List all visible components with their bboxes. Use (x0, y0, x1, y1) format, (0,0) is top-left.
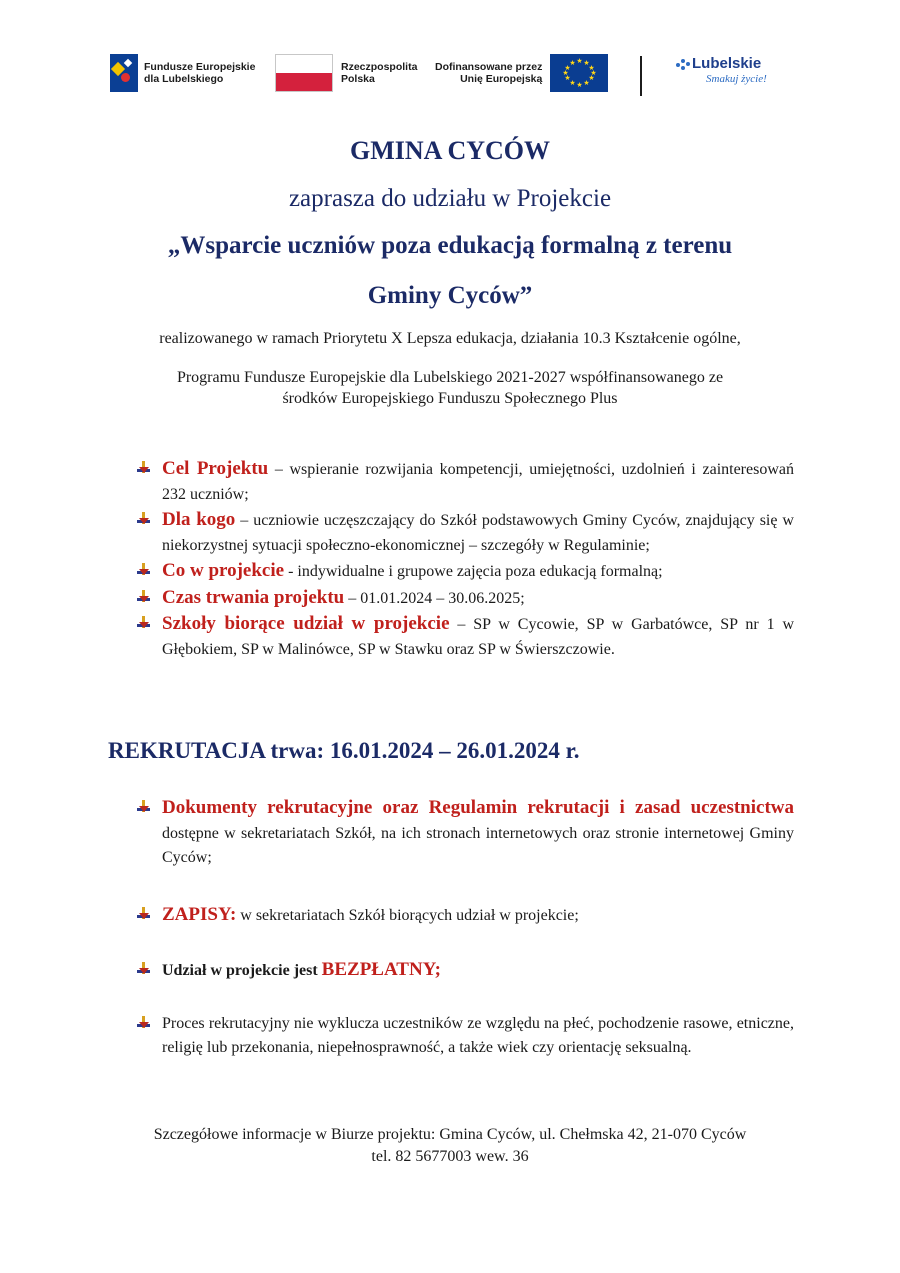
free-label: BEZPŁATNY; (321, 959, 441, 980)
rp-logo-line1: Rzeczpospolita (341, 61, 418, 73)
list-item (136, 612, 794, 662)
program-line1: Programu Fundusze Europejskie dla Lubelskiego 2021-2027 współfinansowanego ze (176, 369, 724, 386)
recruitment-heading: REKRUTACJA trwa: 16.01.2024 – 26.01.2024 r. (108, 738, 580, 763)
bullet-arrow-icon (136, 461, 150, 475)
lubelskie-logo (676, 56, 767, 86)
list-item (136, 958, 794, 984)
logo-divider (640, 56, 642, 96)
udzial-text: Udział w projekcie jest (162, 962, 322, 979)
proces-text: Proces rekrutacyjny nie wyklucza uczestników ze względu na płeć, pochodzenie rasowe, etniczne, religię lub przekonania, niepełnosprawność, a także wiek czy orientację seksualną. (162, 1014, 794, 1056)
program-line2: środków Europejskiego Funduszu Społecznego Plus (282, 390, 618, 407)
project-info-list (136, 457, 794, 663)
eu-cofinanced-logo (435, 54, 608, 92)
lubelskie-name: Lubelskie (692, 55, 762, 72)
ue-logo-line1: Dofinansowane przez (435, 61, 543, 73)
info-label: Cel Projektu (162, 458, 269, 479)
polish-flag-icon (275, 54, 333, 92)
fe-logo-line2: dla Lubelskiego (144, 73, 224, 85)
info-label: Szkoły biorące udział w projekcie (162, 613, 450, 634)
fe-emblem-icon (110, 54, 138, 92)
docs-text: dostępne w sekretariatach Szkół, na ich stronach internetowych oraz stronie internetowej Gminy Cyców; (162, 824, 794, 866)
list-item (136, 796, 794, 871)
info-text: - indywidualne i grupowe zajęcia poza edukacją formalną; (284, 563, 663, 580)
info-text: – SP w Cycowie, SP w Garbatówce, SP nr 1 w Głębokiem, SP w Malinówce, SP w Stawku oraz SP w Świerszczowie. (162, 616, 795, 658)
logo-bar (110, 50, 790, 100)
info-label: Dla kogo (162, 509, 236, 530)
fe-lubelskie-logo (110, 54, 255, 92)
bullet-arrow-icon (136, 907, 150, 921)
ue-logo-line2: Unię Europejską (460, 73, 543, 85)
bullet-arrow-icon (136, 1016, 150, 1030)
invitation-line: zaprasza do udziału w Projekcie (288, 185, 612, 212)
lubelskie-tagline: Smakuj życie! (706, 73, 767, 85)
list-item (136, 586, 794, 612)
lubelskie-dots-icon (676, 57, 690, 71)
footer-line2: tel. 82 5677003 wew. 36 (371, 1148, 529, 1165)
list-item (136, 457, 794, 507)
rp-logo-line2: Polska (341, 73, 375, 85)
recruitment-list (136, 796, 794, 1061)
list-item (136, 1012, 794, 1061)
bullet-arrow-icon (136, 962, 150, 976)
fe-logo-line1: Fundusze Europejskie (144, 61, 256, 73)
bullet-arrow-icon (136, 563, 150, 577)
footer-contact (0, 1124, 900, 1168)
zapisy-label: ZAPISY: (162, 903, 237, 925)
info-label: Czas trwania projektu (162, 586, 345, 608)
info-text: – uczniowie uczęszczający do Szkół podstawowych Gminy Cyców, znajdujący się w niekorzystnej sytuacji społeczno-ekonomicznej – szczegóły w Regulaminie; (162, 512, 794, 554)
priority-line: realizowanego w ramach Priorytetu X Lepsza edukacja, działania 10.3 Kształcenie ogólne, (159, 330, 741, 347)
bullet-arrow-icon (136, 512, 150, 526)
bullet-arrow-icon (136, 800, 150, 814)
zapisy-text: w sekretariatach Szkół biorących udział w projekcie; (236, 906, 579, 924)
info-text: – wspieranie rozwijania kompetencji, umiejętności, uzdolnień i zainteresowań 232 uczniów; (162, 461, 794, 503)
project-title-line1: „Wsparcie uczniów poza edukacją formalną z terenu (167, 232, 733, 259)
docs-label: Dokumenty rekrutacyjne oraz Regulamin rekrutacji i zasad uczestnictwa (162, 797, 794, 818)
rp-logo (275, 54, 417, 92)
list-item (136, 559, 794, 585)
eu-flag-icon: ★ ★ ★ ★ ★ ★ ★ ★ ★ ★ ★ ★ (550, 54, 608, 92)
program-text (0, 367, 900, 409)
info-text: – 01.01.2024 – 30.06.2025; (344, 589, 525, 607)
footer-line1: Szczegółowe informacje w Biurze projektu: Gmina Cyców, ul. Chełmska 42, 21-070 Cyców (153, 1126, 747, 1143)
bullet-arrow-icon (136, 590, 150, 604)
list-item (136, 508, 794, 558)
bullet-arrow-icon (136, 616, 150, 630)
project-title-line2: Gminy Cyców” (367, 282, 533, 309)
list-item (136, 903, 794, 929)
gmina-heading: GMINA CYCÓW (349, 136, 551, 165)
info-label: Co w projekcie (162, 560, 285, 581)
